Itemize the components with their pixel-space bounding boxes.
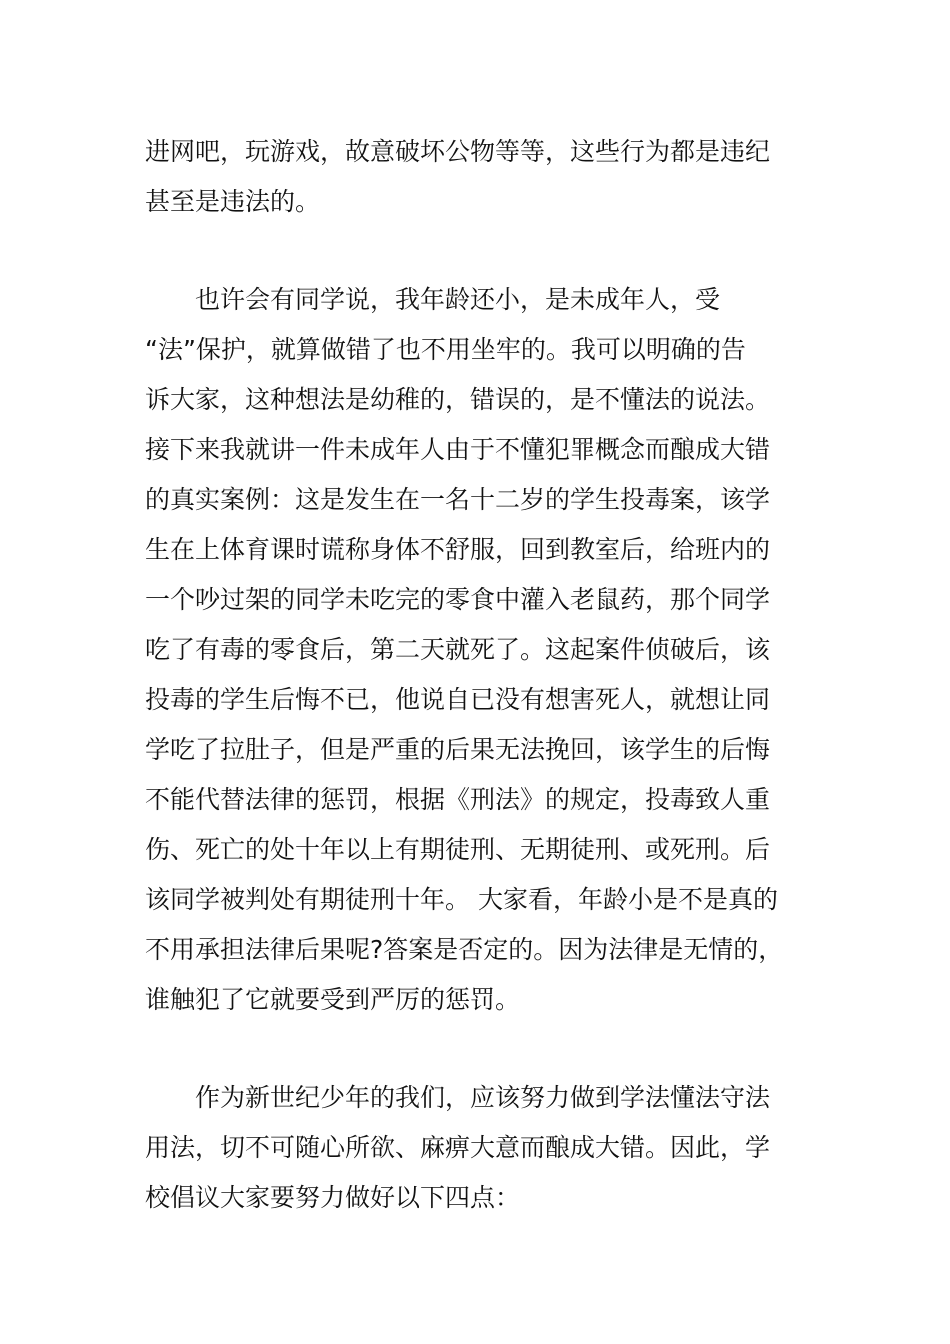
paragraph-2 [145, 275, 815, 1025]
text-line: 用法，切不可随心所欲、麻痹大意而酿成大错。因此，学 [145, 1133, 771, 1162]
text-line: 投毒的学生后悔不已，他说自已没有想害死人，就想让同 [145, 685, 771, 714]
text-line: 接下来我就讲一件未成年人由于不懂犯罪概念而酿成大错 [145, 435, 771, 464]
text-line: 也许会有同学说，我年龄还小，是未成年人，受 [195, 285, 721, 314]
text-line: 进网吧，玩游戏，故意破坏公物等等，这些行为都是违纪 [145, 137, 771, 166]
text-line: 不用承担法律后果呢?答案是否定的。因为法律是无情的， [145, 935, 784, 964]
text-line: 学吃了拉肚子，但是严重的后果无法挽回，该学生的后悔 [145, 735, 771, 764]
text-line: 甚至是违法的。 [145, 187, 321, 216]
text-line: 一个吵过架的同学未吃完的零食中灌入老鼠药，那个同学 [145, 585, 771, 614]
text-line: 该同学被判处有期徒刑十年。 大家看，年龄小是不是真的 [145, 885, 778, 914]
text-line: “法”保护，就算做错了也不用坐牢的。我可以明确的告 [145, 335, 746, 364]
text-line: 校倡议大家要努力做好以下四点： [145, 1183, 521, 1212]
paragraph-1 [145, 127, 815, 227]
text-line: 谁触犯了它就要受到严厉的惩罚。 [145, 985, 521, 1014]
paragraph-3 [145, 1073, 815, 1223]
text-line: 不能代替法律的惩罚，根据《刑法》的规定，投毒致人重 [145, 785, 771, 814]
text-line: 的真实案例：这是发生在一名十二岁的学生投毒案，该学 [145, 485, 771, 514]
text-line: 伤、死亡的处十年以上有期徒刑、无期徒刑、或死刑。后 [145, 835, 771, 864]
text-line: 生在上体育课时谎称身体不舒服，回到教室后，给班内的 [145, 535, 771, 564]
text-line: 吃了有毒的零食后，第二天就死了。这起案件侦破后，该 [145, 635, 771, 664]
text-line: 诉大家，这种想法是幼稚的，错误的，是不懂法的说法。 [145, 385, 771, 414]
text-line: 作为新世纪少年的我们，应该努力做到学法懂法守法 [195, 1083, 771, 1112]
